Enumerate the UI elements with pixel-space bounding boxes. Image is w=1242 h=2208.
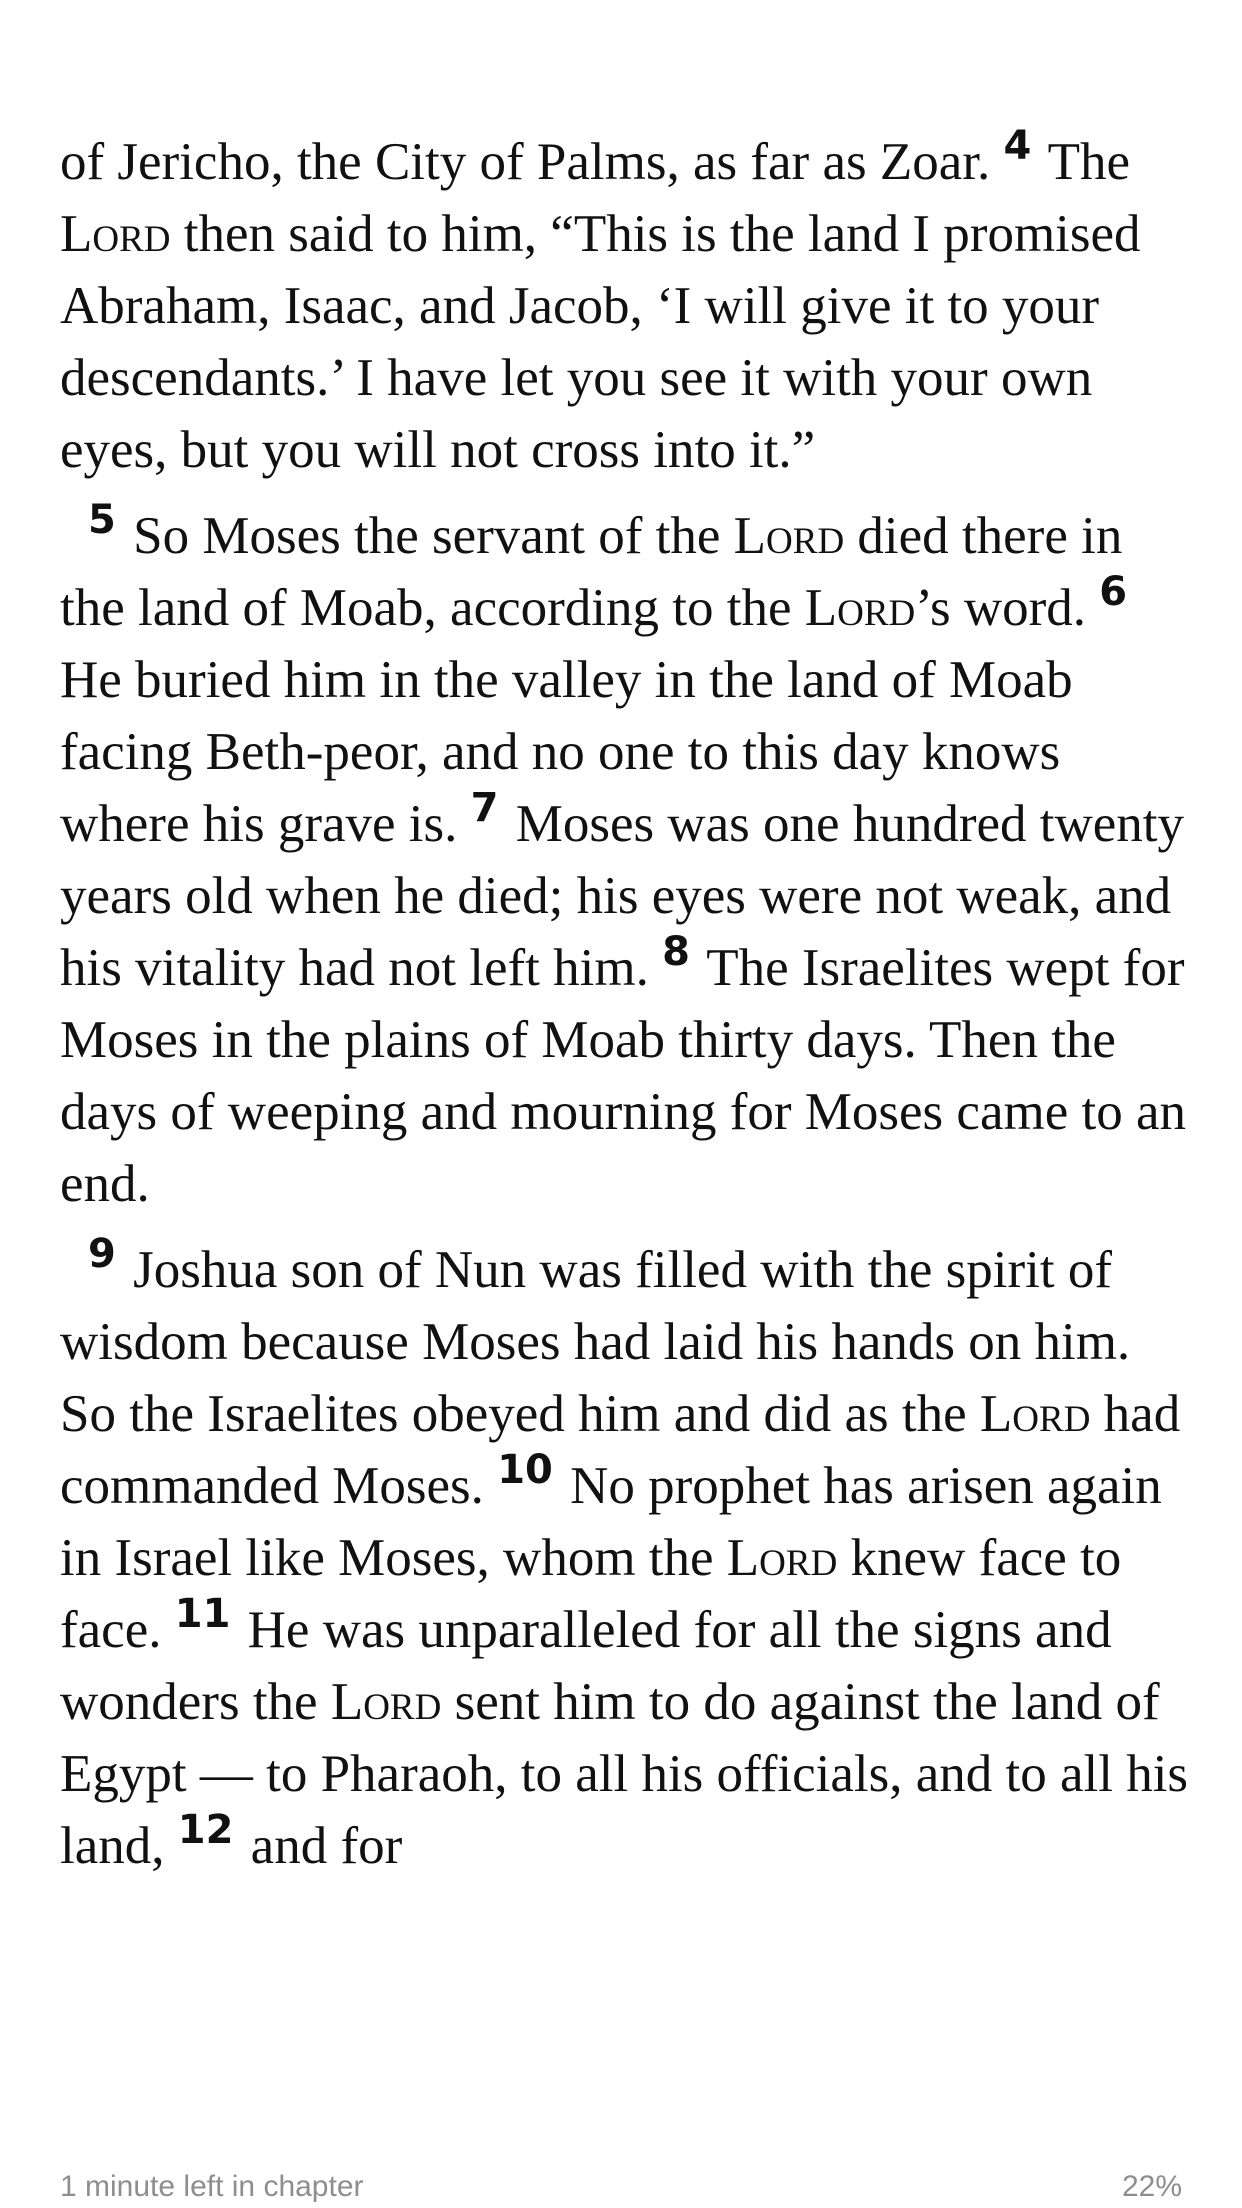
- verse-text: The: [1035, 133, 1131, 191]
- verse-text: Joshua son of Nun was filled with the spirit of wisdom because Moses had laid his hands on him. So the Israelites obeyed him and did as the: [60, 1241, 1131, 1443]
- divine-name: Lord: [330, 1673, 442, 1731]
- paragraph: [60, 123, 1190, 486]
- divine-name: Lord: [733, 507, 845, 565]
- divine-name: Lord: [979, 1385, 1091, 1443]
- verse-number[interactable]: 9: [88, 1231, 116, 1277]
- verse-number[interactable]: 6: [1099, 569, 1128, 615]
- verse-text: of Jericho, the City of Palms, as far as Zoar.: [60, 133, 1004, 191]
- verse-text: No prophet has arisen again in Israel like Moses, whom the: [60, 1457, 1162, 1587]
- verse-number[interactable]: 5: [88, 497, 116, 543]
- divine-name: Lord: [804, 579, 916, 637]
- verse-text: So Moses the servant of the: [119, 507, 734, 565]
- chapter-text: [60, 123, 1190, 1896]
- reading-progress-footer: [60, 2170, 1182, 2204]
- verse-text: The Israelites wept for Moses in the plains of Moab thirty days. Then the days of weeping and mourning for Moses came to an end.: [60, 939, 1186, 1213]
- verse-text: ’s word.: [915, 579, 1100, 637]
- verse-text: had commanded Moses.: [60, 1385, 1181, 1515]
- verse-text: knew face to face.: [60, 1529, 1122, 1659]
- verse-text: died there in the land of Moab, according to the: [60, 507, 1123, 637]
- verse-text: He buried him in the valley in the land of Moab facing Beth-peor, and no one to this day knows where his grave is.: [60, 651, 1073, 853]
- verse-number[interactable]: 10: [497, 1447, 553, 1493]
- verse-number[interactable]: 7: [470, 785, 499, 831]
- verse-text: He was unparalleled for all the signs and wonders the: [60, 1601, 1112, 1731]
- verse-text: sent him to do against the land of Egypt — to Pharaoh, to all his officials, and to all his land,: [60, 1673, 1189, 1875]
- paragraph: [60, 497, 1190, 1220]
- paragraph: [60, 1231, 1190, 1882]
- verse-text: then said to him, “This is the land I promised Abraham, Isaac, and Jacob, ‘I will give it to your descendants.’ I have let you see it with your own eyes, but you will not cross into it.”: [60, 205, 1141, 479]
- verse-text: Moses was one hundred twenty years old when he died; his eyes were not weak, and his vitality had not left him.: [60, 795, 1184, 997]
- verse-number[interactable]: 12: [177, 1807, 234, 1853]
- verse-number[interactable]: 4: [1003, 123, 1032, 169]
- time-left-label: 1 minute left in chapter: [60, 2170, 364, 2203]
- divine-name: Lord: [60, 205, 171, 263]
- progress-percent: 22%: [1121, 2170, 1182, 2203]
- divine-name: Lord: [726, 1529, 838, 1587]
- verse-number[interactable]: 8: [662, 929, 690, 975]
- verse-text: and for: [237, 1817, 403, 1875]
- verse-number[interactable]: 11: [174, 1591, 231, 1637]
